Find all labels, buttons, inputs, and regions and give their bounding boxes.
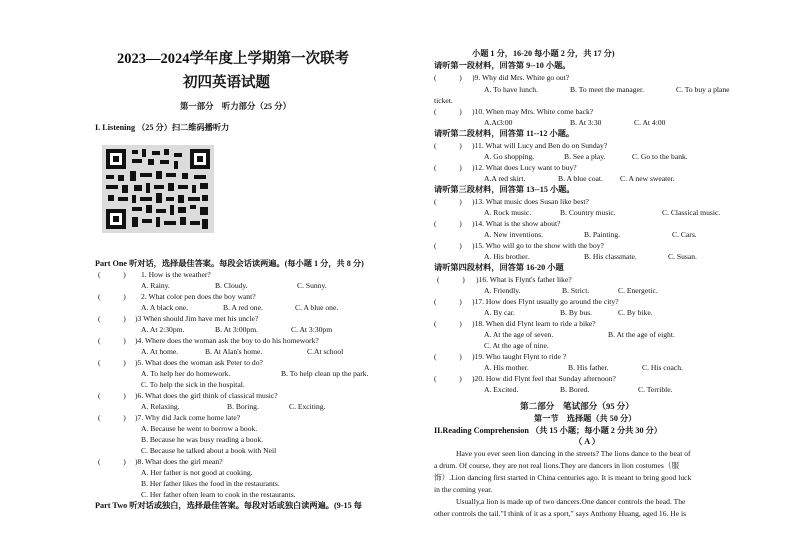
option-c: C. Terrible. (638, 385, 673, 394)
option-b: B. At Alan's home. (205, 347, 263, 356)
section-4-header: 请听第四段材料，回答第 16-20 小题 (434, 263, 564, 272)
exam-subtitle: 初四英语试题 (183, 75, 270, 91)
option-b: B. A red one. (223, 303, 263, 312)
passage-line: a drum. Of course, they are not real lions.They are dancers in lion costumes（服 (434, 461, 680, 470)
answer-blank[interactable]: ( ) (437, 275, 465, 284)
option-b: B. Country music. (560, 208, 616, 217)
option-a: A. A black one. (141, 303, 189, 312)
option-b: B. Because he was busy reading a book. (141, 435, 264, 444)
answer-blank[interactable]: ( ) (98, 457, 126, 466)
option-b: B. See a play. (564, 152, 606, 161)
answer-blank[interactable]: ( ) (434, 141, 462, 150)
question-stem: )13. What music does Susan like best? (472, 197, 589, 206)
part-one-header: Part One 听对话，选择最佳答案。每段会话读两遍。(每小题 1 分，共 8 分) (95, 259, 364, 268)
question-stem: )5. What does the woman ask Peter to do? (135, 358, 263, 367)
answer-blank[interactable]: ( ) (98, 292, 126, 301)
answer-blank[interactable]: ( ) (434, 352, 462, 361)
question-stem: )15. Who will go to the show with the boy? (472, 241, 604, 250)
option-b: B. To meet the manager. (570, 85, 644, 94)
reading-header: II.Reading Comprehension （共 15 小题；每小题 2 分共 30 分） (434, 426, 662, 435)
option-a: A. By car. (484, 308, 515, 317)
option-c: C. Her father often learn to cook in the restaurants. (141, 490, 296, 499)
option-c: C. A new sweater. (620, 174, 675, 183)
answer-blank[interactable]: ( ) (434, 297, 462, 306)
option-b: B. Painting. (584, 230, 621, 239)
option-b: B. His classmate. (584, 252, 637, 261)
answer-blank[interactable]: ( ) (434, 163, 462, 172)
question-stem: )8. What does the girl mean? (135, 457, 223, 466)
section-1-title: 第一节 选择题（共 50 分） (534, 414, 637, 423)
option-a: A. At the age of seven. (484, 330, 554, 339)
option-b: B. By bus. (560, 308, 593, 317)
option-c: C. A blue one. (295, 303, 339, 312)
answer-blank[interactable]: ( ) (434, 319, 462, 328)
option-b: B. Bored. (560, 385, 590, 394)
question-stem: )4. Where does the woman ask the boy to do his homework? (135, 336, 319, 345)
answer-blank[interactable]: ( ) (434, 73, 462, 82)
option-c: C. At 4:00 (634, 118, 666, 127)
option-b: B. His father. (568, 363, 609, 372)
question-stem: )7. Why did Jack come home late? (135, 413, 241, 422)
option-a: A. Excited. (484, 385, 519, 394)
question-stem: )19. Who taught Flynt to ride ? (472, 352, 567, 361)
question-stem: )12. What does Lucy want to buy? (472, 163, 577, 172)
option-a: A. To have lunch. (484, 85, 538, 94)
question-stem: )20. How did Flynt feel that Sunday afternoon? (472, 374, 616, 383)
option-a: A. To help her do homework. (141, 369, 231, 378)
option-a: A. Because he went to borrow a book. (141, 424, 258, 433)
section-2-header: 请听第二段材料，回答第 11--12 小题。 (434, 129, 575, 138)
option-b: B. To help clean up the park. (281, 369, 369, 378)
passage-line: in the coming year. (434, 485, 493, 494)
answer-blank[interactable]: ( ) (98, 270, 126, 279)
option-a: A. Go shopping. (484, 152, 535, 161)
question-stem: )9. Why did Mrs. White go out? (472, 73, 570, 82)
passage-line: Have you ever seen lion dancing in the streets? The lions dance to the beat of (456, 449, 691, 458)
exam-title: 2023—2024学年度上学期第一次联考 (117, 51, 349, 67)
option-c: C. Sunny. (297, 281, 327, 290)
section-1-header: 请听第一段材料，回答第 9--10 小题。 (434, 61, 571, 70)
option-b: B. Her father likes the food in the restaurants. (141, 479, 280, 488)
answer-blank[interactable]: ( ) (434, 197, 462, 206)
answer-blank[interactable]: ( ) (98, 391, 126, 400)
option-a: A. New inventions. (484, 230, 544, 239)
part2-title: 第二部分 笔试部分（95 分） (520, 401, 634, 411)
option-c: C. Exciting. (289, 402, 326, 411)
answer-blank[interactable]: ( ) (434, 107, 462, 116)
passage-line: Usually,a lion is made up of two dancers.One dancer controls the head. The (456, 497, 686, 506)
option-c: C. At the age of nine. (484, 341, 549, 350)
option-c: C. To buy a plane (676, 85, 730, 94)
option-c: C. His coach. (642, 363, 683, 372)
option-a: A. Relaxing. (141, 402, 180, 411)
option-a: A. Rainy. (141, 281, 170, 290)
option-c: C. Cars. (672, 230, 697, 239)
option-c: C. At 3:30pm (291, 325, 333, 334)
option-c: C. Go to the bank. (632, 152, 688, 161)
option-a: A. His brother. (484, 252, 530, 261)
qr-code-image (102, 145, 214, 233)
option-a: A. At home. (141, 347, 179, 356)
option-b: B. Cloudy. (215, 281, 248, 290)
question-stem: )16. What is Flynt's father like? (476, 275, 572, 284)
option-a: A. Her father is not good at cooking. (141, 468, 253, 477)
option-a: A. Rock music. (484, 208, 532, 217)
option-a: A. Friendly. (484, 286, 521, 295)
option-b: B. At 3:00pm. (215, 325, 259, 334)
answer-blank[interactable]: ( ) (434, 374, 462, 383)
option-c: C. By bike. (618, 308, 653, 317)
option-c: C. To help the sick in the hospital. (141, 380, 245, 389)
part-two-header-cont: 小题 1 分，16-20 每小题 2 分，共 17 分) (472, 49, 615, 58)
question-stem: )11. What will Lucy and Ben do on Sunday? (472, 141, 608, 150)
section-3-header: 请听第三段材料，回答第 13--15 小题。 (434, 185, 575, 194)
option-a: A. At 2:30pm. (141, 325, 185, 334)
question-stem: 1. How is the weather? (141, 270, 211, 279)
question-stem: )14. What is the show about? (472, 219, 561, 228)
answer-blank[interactable]: ( ) (98, 314, 126, 323)
option-b: B. At the age of eight. (608, 330, 675, 339)
question-stem: )6. What does the girl think of classical music? (135, 391, 278, 400)
option-c: C. Classical music. (662, 208, 721, 217)
option-b: B. A blue coat. (558, 174, 603, 183)
option-a: A.A red skirt. (484, 174, 526, 183)
question-stem: )18. When did Flynt learn to ride a bike? (472, 319, 596, 328)
option-b: B. Boring. (227, 402, 259, 411)
part1-title: 第一部分 听力部分（25 分） (180, 102, 291, 111)
option-c: C. Energetic. (618, 286, 658, 295)
answer-blank[interactable]: ( ) (98, 413, 126, 422)
part-two-header: Part Two 听对话或独白，选择最佳答案。每段对话或独白读两遍。(9-15 每 (95, 501, 362, 510)
option-a: A. His mother. (484, 363, 529, 372)
option-c: C. Susan. (668, 252, 697, 261)
passage-label: （ A ） (574, 437, 600, 446)
option-a: A.At3:00 (484, 118, 513, 127)
option-c: C. Because he talked about a book with Neil (141, 446, 277, 455)
answer-blank[interactable]: ( ) (434, 241, 462, 250)
answer-blank[interactable]: ( ) (434, 219, 462, 228)
option-c-cont: ticket. (434, 96, 453, 105)
answer-blank[interactable]: ( ) (98, 336, 126, 345)
passage-line: 饰）.Lion dancing first started in China centuries ago. It is meant to bring good luck (434, 473, 692, 482)
answer-blank[interactable]: ( ) (98, 358, 126, 367)
question-stem: )17. How does Flynt usually go around the city? (472, 297, 619, 306)
passage-line: other controls the tail."I think of it as a sport," says Anthony Huang, aged 16. He is (434, 509, 687, 518)
question-stem: 2. What color pen does the boy want? (141, 292, 256, 301)
question-stem: )3 When should Jim have met his uncle? (135, 314, 259, 323)
option-c: C.At school (307, 347, 344, 356)
option-b: B. Strict. (562, 286, 590, 295)
listening-header: I. Listening （25 分）扫二维码播听力 (95, 123, 230, 132)
question-stem: )10. When may Mrs. White come back? (472, 107, 594, 116)
option-b: B. At 3:30 (570, 118, 602, 127)
